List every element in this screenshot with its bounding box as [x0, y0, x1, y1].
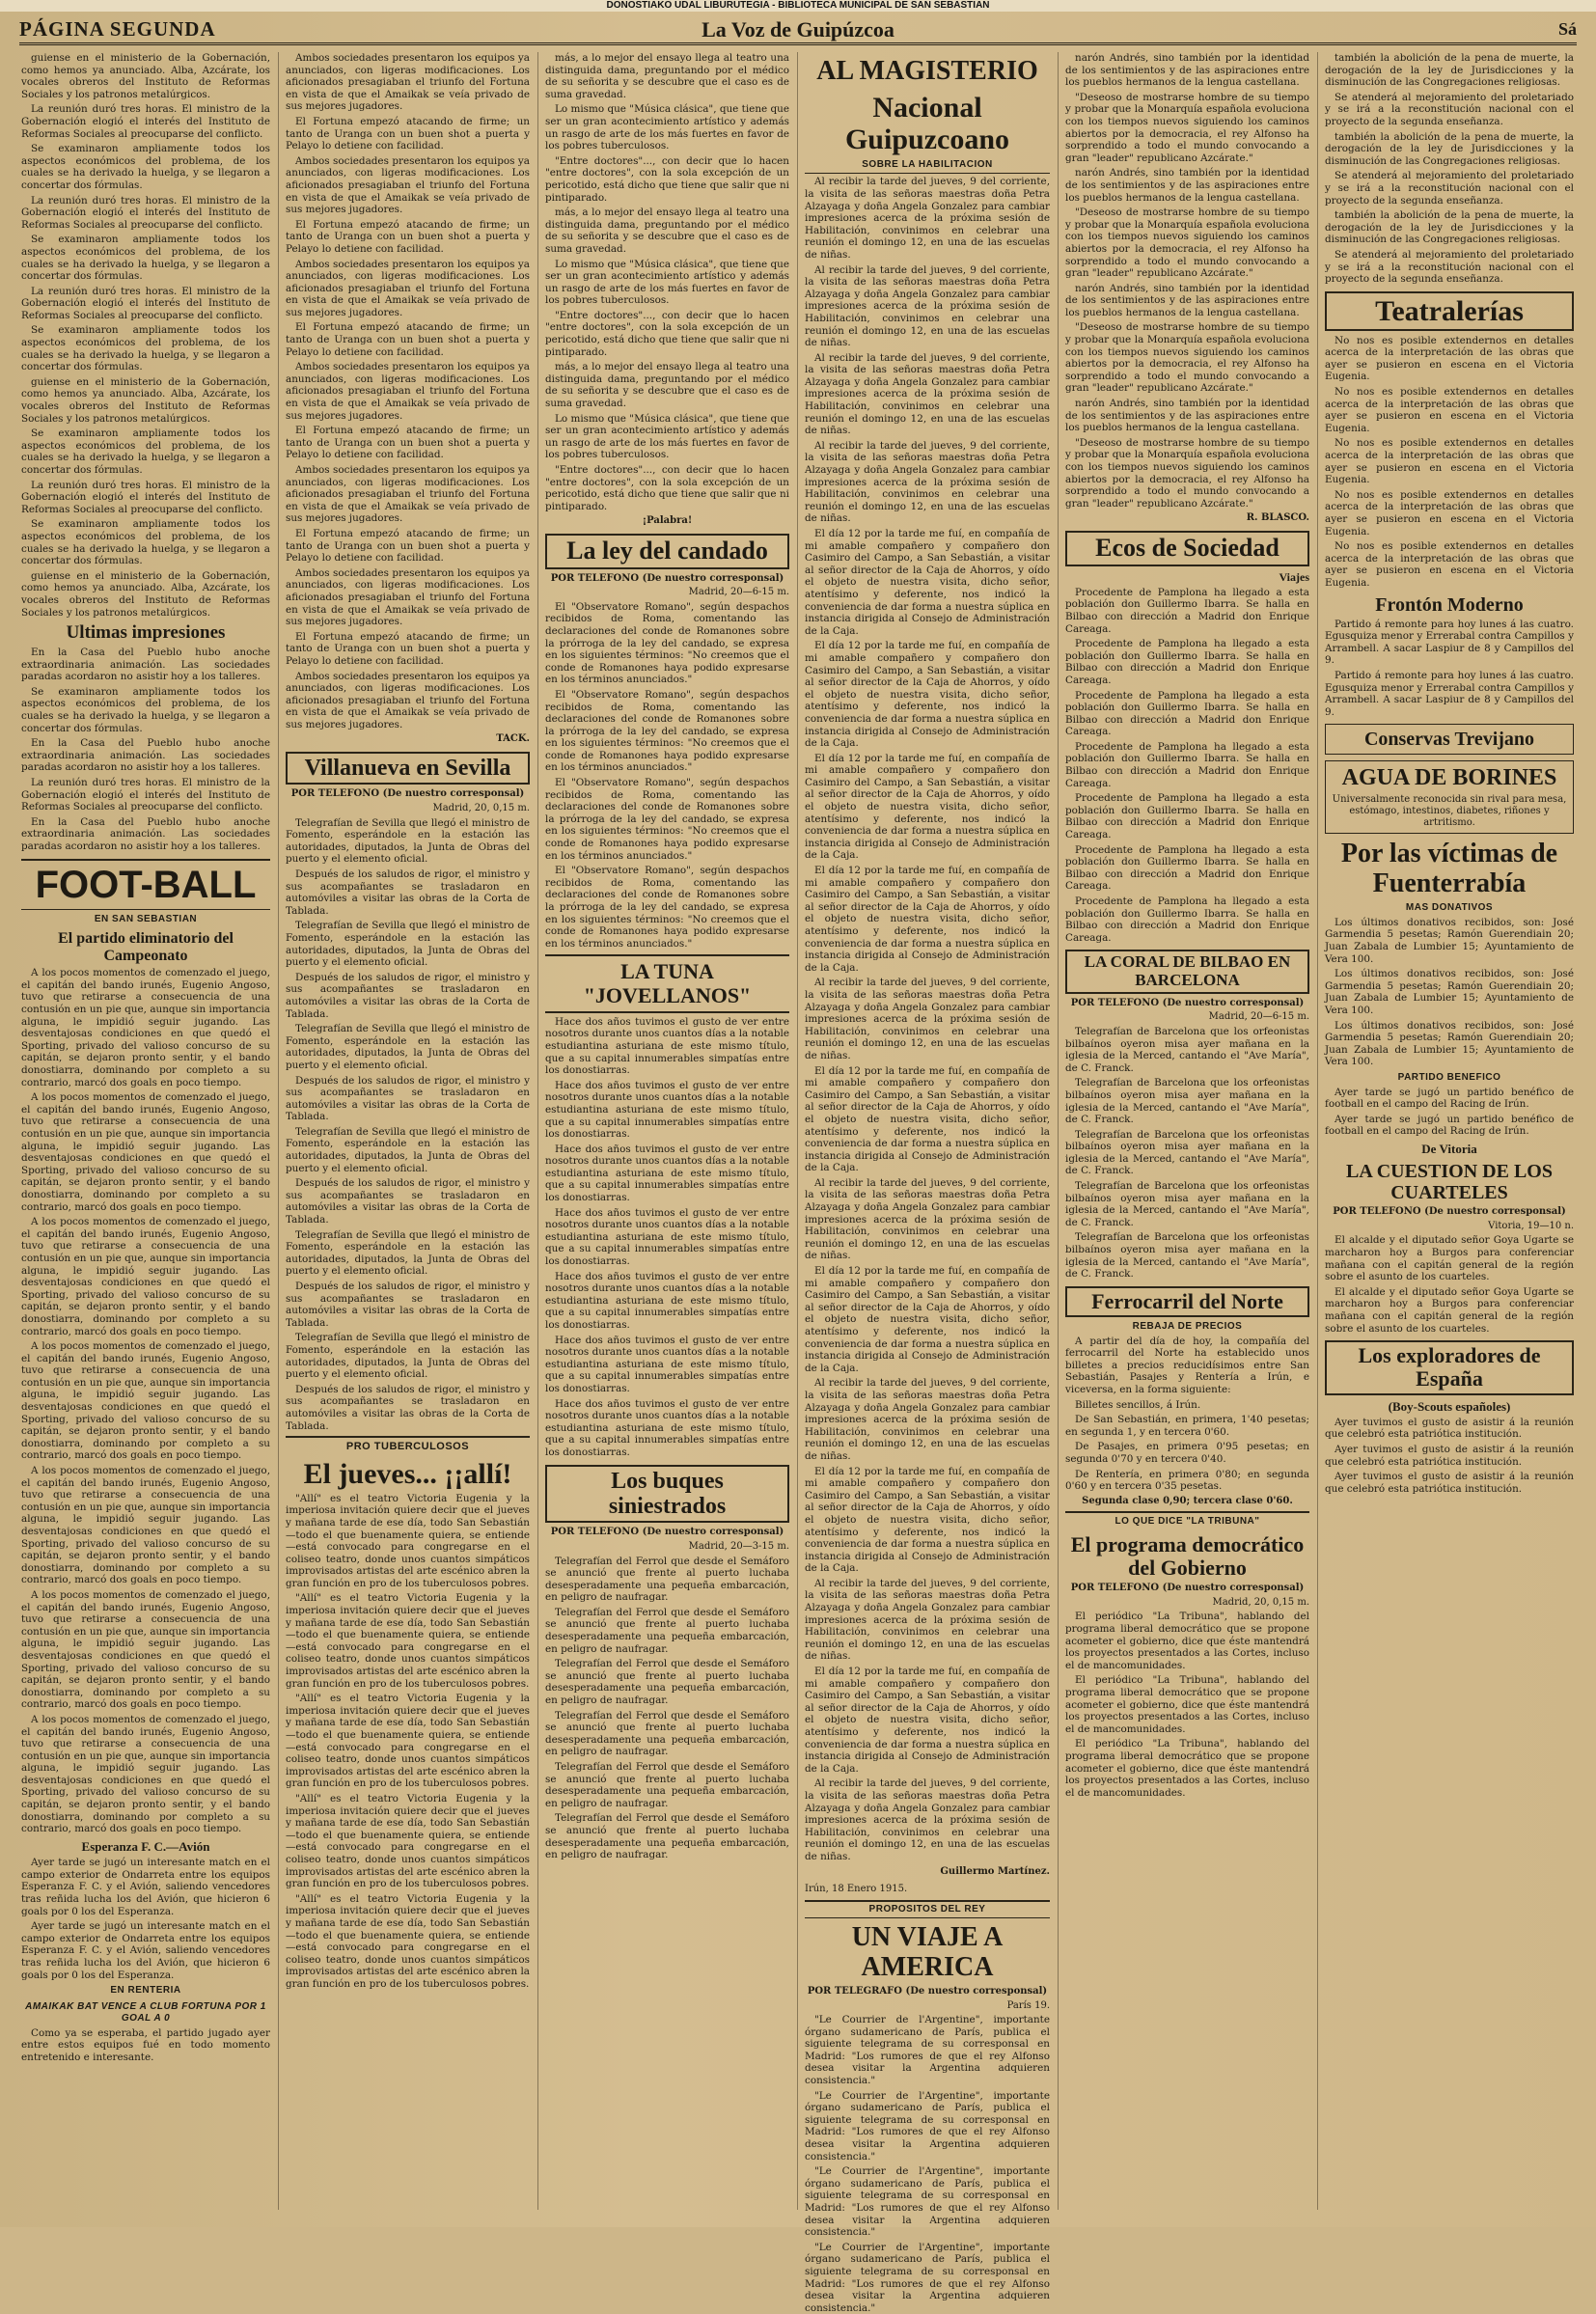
paragraph: Procedente de Pamplona ha llegado a esta población don Guillermo Ibarra. Se halla en Bilbao con dirección a Madrid don Enrique Careaga. — [1065, 689, 1309, 738]
paragraph: Después de los saludos de rigor, el ministro y sus acompañantes se trasladaron en automóviles a visitar las obras de la Corta de Tablada. — [286, 1177, 530, 1226]
paragraph: El día 12 por la tarde me fuí, en compañía de mi amable compañero y compañero don Casimiro del Campo, a San Sebastián, a visitar al señor director de la Caja de Ahorros, y oído el objeto de nuestra visita, dicho señor, atentísimo y deferente, nos indicó la conveniencia de dar forma a nuestra súplica en instancia dirigida al Consejo de Administración de la Caja. — [805, 752, 1050, 862]
subhead-donativos: MAS DONATIVOS — [1405, 902, 1494, 914]
paragraph: No nos es posible extendernos en detalles acerca de la interpretación de las obras que ayer se pusieron en escena en el Victoria Eugenia. — [1325, 334, 1574, 383]
paragraph: Telegrafían del Ferrol que desde el Semáforo se anunció que frente al puerto luchaba desesperadamente una pequeña embarcación, en peligro de naufragar. — [545, 1555, 789, 1604]
paragraph: A los pocos momentos de comenzado el juego, el capitán del bando irunés, Eugenio Angoso, tuvo que retirarse a consecuencia de una contusión en un pie que, aunque sin importancia alguna, le impidió seguir jugando. Las desventajosas condiciones en que quedó el Sporting, privado del valioso concurso de su capitán, se dejaron pronto sentir, y el bando donostiarra, dominando por completo a su contrario, marcó dos goals en poco tiempo. — [21, 1091, 270, 1213]
paragraph: "Entre doctores"..., con decir que lo hacen "entre doctores", con la sola excepción de un pericotido, está dicho que tiene que salir que ni pintiparado. — [545, 154, 789, 204]
paragraph: El alcalde y el diputado señor Goya Ugarte se marcharon hoy a Burgos para conferenciar mañana con el capitán general de la región sobre el asunto de los cuarteles. — [1325, 1234, 1574, 1283]
dateline: París 19. — [1006, 1999, 1050, 2011]
paragraph: El periódico "La Tribuna", hablando del programa liberal democrático que se propone acometer el gobierno, dice que éste mantendrá los proyectos presentados a las Cortes, incluso el de mancomunidades. — [1065, 1674, 1309, 1735]
subhead-renteria: EN RENTERIA — [110, 1985, 181, 1997]
paragraph: Hace dos años tuvimos el gusto de ver entre nosotros durante unos cuantos días a la notable estudiantina asturiana de este mismo título, que a su capital innumerables simpatías entre los donostiarras. — [545, 1079, 789, 1141]
paragraph: A los pocos momentos de comenzado el juego, el capitán del bando irunés, Eugenio Angoso, tuvo que retirarse a consecuencia de una contusión en un pie que, aunque sin importancia alguna, le impidió seguir jugando. Las desventajosas condiciones en que quedó el Sporting, privado del valioso concurso de su capitán, se dejaron pronto sentir, y el bando donostiarra, dominando por completo a su contrario, marcó dos goals en poco tiempo. — [21, 1713, 270, 1835]
paragraph: "Allí" es el teatro Victoria Eugenia y la imperiosa invitación quiere decir que el jueves y mañana tarde de ese día, todo San Sebastián—todo el que buenamente quiera, se entiende—está convocado para congregarse en el coliseo teatro, donde unos cuantos simpáticos improvisados artistas del arte escénico abren la gran función en pro de los tuberculosos pobres. — [286, 1492, 530, 1589]
headline-viaje: UN VIAJE A AMERICA — [851, 1922, 1004, 1983]
paragraph: El Fortuna empezó atacando de firme; un tanto de Uranga con un buen shot a puerta y Pelayo lo detiene con facilidad. — [286, 425, 530, 461]
paragraph: narón Andrés, sino también por la identidad de los sentimientos y de las aspiraciones entre los pueblos hermanos de la lengua castellana. — [1065, 167, 1309, 204]
paragraph: Ayer tarde se jugó un partido benéfico de football en el campo del Racing de Irún. — [1325, 1113, 1574, 1138]
paragraph: Telegrafían del Ferrol que desde el Semáforo se anunció que frente al puerto luchaba desesperadamente una pequeña embarcación, en peligro de naufragar. — [545, 1606, 789, 1655]
subhead-propositos: PROPOSITOS DEL REY — [805, 1900, 1050, 1919]
paragraph: Ambos sociedades presentaron los equipos ya anunciados, con ligeras modificaciones. Los aficionados presagiaban el triunfo del Fortuna en vista de que el Amaikak se veía privado de sus mejores jugadores. — [286, 670, 530, 730]
paragraph: El Fortuna empezó atacando de firme; un tanto de Uranga con un buen shot a puerta y Pelayo lo detiene con facilidad. — [286, 630, 530, 667]
paragraph: Se examinaron ampliamente todos los aspectos económicos del problema, de los cuales se ha derivado la huelga, y se llegaron a concertar dos fórmulas. — [21, 518, 270, 567]
subhead-amaikak: AMAIKAK BAT VENCE A CLUB FORTUNA POR 1 GOAL A 0 — [25, 2000, 266, 2025]
paragraph: Hace dos años tuvimos el gusto de ver entre nosotros durante unos cuantos días a la notable estudiantina asturiana de este mismo título, que a su capital innumerables simpatías entre los donostiarras. — [545, 1206, 789, 1268]
paragraph: A los pocos momentos de comenzado el juego, el capitán del bando irunés, Eugenio Angoso, tuvo que retirarse a consecuencia de una contusión en un pie que, aunque sin importancia alguna, le impidió seguir jugando. Las desventajosas condiciones en que quedó el Sporting, privado del valioso concurso de su capitán, se dejaron pronto sentir, y el bando donostiarra, dominando por completo a su contrario, marcó dos goals en poco tiempo. — [21, 1216, 270, 1337]
paragraph: No nos es posible extendernos en detalles acerca de la interpretación de las obras que ayer se pusieron en escena en el Victoria Eugenia. — [1325, 540, 1574, 589]
paragraph: Se examinaron ampliamente todos los aspectos económicos del problema, de los cuales se ha derivado la huelga, y se llegaron a concertar dos fórmulas. — [21, 143, 270, 191]
byline: POR TELEFONO (De nuestro corresponsal) — [290, 788, 525, 800]
headline-cuarteles: LA CUESTION DE LOS CUARTELES — [1346, 1161, 1553, 1204]
byline: POR TELEFONO (De nuestro corresponsal) — [550, 1527, 784, 1538]
paragraph: Ayer tuvimos el gusto de asistir á la reunión que celebró esta patriótica institución. — [1325, 1471, 1574, 1495]
paragraph: Ayer tarde se jugó un partido benéfico de football en el campo del Racing de Irún. — [1325, 1086, 1574, 1111]
headline-fronton: Frontón Moderno — [1375, 593, 1524, 616]
paragraph: más, a lo mejor del ensayo llega al teatro una distinguida dama, preguntando por el médico de su señorita y se descubre que el caso es de suma gravedad. — [545, 52, 789, 100]
paragraph: Procedente de Pamplona ha llegado a esta población don Guillermo Ibarra. Se halla en Bilbao con dirección a Madrid don Enrique Careaga. — [1065, 740, 1309, 789]
paragraph: Telegrafían de Barcelona que los orfeonistas bilbaínos oyeron misa ayer mañana en la iglesia de la Merced, cantando el "Ave María", de C. Franck. — [1065, 1077, 1309, 1126]
paragraph: El día 12 por la tarde me fuí, en compañía de mi amable compañero y compañero don Casimiro del Campo, a San Sebastián, a visitar al señor director de la Caja de Ahorros, y oído el objeto de nuestra visita, dicho señor, atentísimo y deferente, nos indicó la conveniencia de dar forma a nuestra súplica en instancia dirigida al Consejo de Administración de la Caja. — [805, 1265, 1050, 1374]
paragraph: Telegrafían de Sevilla que llegó el ministro de Fomento, esperándole en la estación las autoridades, diputados, la Junta de Obras del puerto y el elemento oficial. — [286, 1125, 530, 1174]
headline-ultimas: Ultimas impresiones — [66, 622, 226, 644]
ad-borines-text: Universalmente reconocida sin rival para mesa, estómago, intestinos, diabetes, riñones y artritismo. — [1332, 793, 1567, 828]
paragraph: Al recibir la tarde del jueves, 9 del corriente, la visita de las señoras maestras doña Petra Alzayaga y doña Angela Gonzalez para cambiar impresiones acerca de la próxima sesión de Habilitación, convinimos en celebrar una reunión el domingo 12, en una de las escuelas de niñas. — [805, 1777, 1050, 1862]
paragraph: narón Andrés, sino también por la identidad de los sentimientos y de las aspiraciones entre los pueblos hermanos de la lengua castellana. — [1065, 282, 1309, 318]
paragraph: Se atenderá al mejoramiento del proletariado y se irá a la reconstitución nacional con el proyecto de la segunda enseñanza. — [1325, 248, 1574, 286]
subhead-vitoria: De Vitoria — [1421, 1141, 1477, 1156]
paragraph: Se atenderá al mejoramiento del proletariado y se irá a la reconstitución nacional con el proyecto de la segunda enseñanza. — [1325, 91, 1574, 127]
column-4 — [805, 52, 1050, 2314]
advertisement-borines — [1325, 760, 1574, 833]
paragraph: Telegrafían de Barcelona que los orfeonistas bilbaínos oyeron misa ayer mañana en la iglesia de la Merced, cantando el "Ave María", de C. Franck. — [1065, 1231, 1309, 1281]
paragraph: Se atenderá al mejoramiento del proletariado y se irá a la reconstitución nacional con el proyecto de la segunda enseñanza. — [1325, 170, 1574, 207]
column-5 — [1065, 52, 1309, 2214]
paragraph: La reunión duró tres horas. El ministro de la Gobernación elogió el interés del Instituto de Reformas Sociales al preocuparse del conflicto. — [21, 285, 270, 321]
column-rule — [797, 52, 798, 2210]
paragraph: Se examinaron ampliamente todos los aspectos económicos del problema, de los cuales se ha derivado la huelga, y se llegaron a concertar dos fórmulas. — [21, 234, 270, 283]
headline-ecos: Ecos de Sociedad — [1065, 531, 1309, 566]
paragraph: "Allí" es el teatro Victoria Eugenia y la imperiosa invitación quiere decir que el jueves y mañana tarde de ese día, todo San Sebastián—todo el que buenamente quiera, se entiende—está convocado para congregarse en el coliseo teatro, donde unos cuantos simpáticos improvisados artistas del arte escénico abren la gran función en pro de los tuberculosos pobres. — [286, 1592, 530, 1690]
paragraph: El "Observatore Romano", según despachos recibidos de Roma, comentando las declaraciones del conde de Romanones sobre la prórroga de la ley del candado, se expresa en los siguientes términos: "No creemos que el conde de Romanones haya podido expresarse en los términos anunciados." — [545, 688, 789, 774]
paragraph: A los pocos momentos de comenzado el juego, el capitán del bando irunés, Eugenio Angoso, tuvo que retirarse a consecuencia de una contusión en un pie que, aunque sin importancia alguna, le impidió seguir jugando. Las desventajosas condiciones en que quedó el Sporting, privado del valioso concurso de su capitán, se dejaron pronto sentir, y el bando donostiarra, dominando por completo a su contrario, marcó dos goals en poco tiempo. — [21, 967, 270, 1088]
paragraph: Se examinaron ampliamente todos los aspectos económicos del problema, de los cuales se ha derivado la huelga, y se llegaron a concertar dos fórmulas. — [21, 685, 270, 734]
paragraph: Después de los saludos de rigor, el ministro y sus acompañantes se trasladaron en automóviles a visitar las obras de la Corta de Tablada. — [286, 1074, 530, 1123]
header-date: Sá — [1557, 19, 1577, 39]
column-3 — [545, 52, 789, 2214]
paragraph: Lo mismo que "Música clásica", que tiene que ser un gran acontecimiento artístico y además un rasgo de arte de los más fuertes en favor de los pobres tuberculosos. — [545, 103, 789, 152]
paragraph: "Allí" es el teatro Victoria Eugenia y la imperiosa invitación quiere decir que el jueves y mañana tarde de ese día, todo San Sebastián—todo el que buenamente quiera, se entiende—está convocado para congregarse en el coliseo teatro, donde unos cuantos simpáticos improvisados artistas del arte escénico abren la gran función en pro de los tuberculosos pobres. — [286, 1693, 530, 1790]
paragraph: "Deseoso de mostrarse hombre de su tiempo y probar que la Monarquía española evoluciona con los tiempos nuevos siguiendo los caminos abiertos por la democracia, el rey Alfonso ha sorprendido a todo el mundo convocando a gran "leader" republicano Azcárate." — [1065, 436, 1309, 510]
paragraph: Hace dos años tuvimos el gusto de ver entre nosotros durante unos cuantos días a la notable estudiantina asturiana de este mismo título, que a su capital innumerables simpatías entre los donostiarras. — [545, 1015, 789, 1077]
dateline: Madrid, 20—6-15 m. — [688, 587, 789, 598]
headline-jueves: El jueves... ¡¡allí! — [303, 1457, 512, 1490]
paragraph: El periódico "La Tribuna", hablando del programa liberal democrático que se propone acometer el gobierno, dice que éste mantendrá los proyectos presentados a las Cortes, incluso el de mancomunidades. — [1065, 1738, 1309, 1799]
paragraph: El alcalde y el diputado señor Goya Ugarte se marcharon hoy a Burgos para conferenciar mañana con el capitán general de la región sobre el asunto de los cuarteles. — [1325, 1285, 1574, 1335]
paragraph: En la Casa del Pueblo hubo anoche extraordinaria animación. Las sociedades paradas acordaron no asistir hoy a los talleres. — [21, 647, 270, 683]
headline-magisterio: AL MAGISTERIO — [816, 56, 1038, 86]
paragraph: A los pocos momentos de comenzado el juego, el capitán del bando irunés, Eugenio Angoso, tuvo que retirarse a consecuencia de una contusión en un pie que, aunque sin importancia alguna, le impidió seguir jugando. Las desventajosas condiciones en que quedó el Sporting, privado del valioso concurso de su capitán, se dejaron pronto sentir, y el bando donostiarra, dominando por completo a su contrario, marcó dos goals en poco tiempo. — [21, 1465, 270, 1586]
fare-tagline: Segunda clase 0,90; tercera clase 0'60. — [1082, 1495, 1293, 1506]
paragraph: Los últimos donativos recibidos, son: José Garmendia 5 pesetas; Ramón Guerendiain 20; Juan Zabala de Lumbier 15; Ayuntamiento de Vera 100. — [1325, 916, 1574, 965]
subhead-viajes: Viajes — [1279, 569, 1309, 584]
page-header — [19, 14, 1577, 45]
paragraph: también la abolición de la pena de muerte, la derogación de la ley de Jurisdicciones y la disminución de las Congregaciones religiosas. — [1325, 130, 1574, 167]
paragraph: más, a lo mejor del ensayo llega al teatro una distinguida dama, preguntando por el médico de su señorita y se descubre que el caso es de suma gravedad. — [545, 207, 789, 255]
column-6 — [1325, 52, 1574, 2214]
paragraph: narón Andrés, sino también por la identidad de los sentimientos y de las aspiraciones entre los pueblos hermanos de la lengua castellana. — [1065, 398, 1309, 434]
fare-line: Billetes sencillos, á Irún. — [1075, 1398, 1201, 1411]
subhead-sansebastian: EN SAN SEBASTIAN — [94, 913, 198, 924]
headline-villanueva: Villanueva en Sevilla — [286, 752, 530, 785]
paragraph: Procedente de Pamplona ha llegado a esta población don Guillermo Ibarra. Se halla en Bilbao con dirección a Madrid don Enrique Careaga. — [1065, 792, 1309, 841]
paragraph: "Le Courrier de l'Argentine", importante órgano sudamericano de París, publica el siguiente telegrama de su corresponsal en Madrid: "Los rumores de que el rey Alfonso desea visitar la Argentina adquieren consistencia." — [805, 2014, 1050, 2087]
paragraph: Al recibir la tarde del jueves, 9 del corriente, la visita de las señoras maestras doña Petra Alzayaga y doña Angela Gonzalez para cambiar impresiones acerca de la próxima sesión de Habilitación, convinimos en celebrar una reunión el domingo 12, en una de las escuelas de niñas. — [805, 1377, 1050, 1462]
paragraph: "Le Courrier de l'Argentine", importante órgano sudamericano de París, publica el siguiente telegrama de su corresponsal en Madrid: "Los rumores de que el rey Alfonso desea visitar la Argentina adquieren consistencia." — [805, 2089, 1050, 2162]
paragraph: El Fortuna empezó atacando de firme; un tanto de Uranga con un buen shot a puerta y Pelayo lo detiene con facilidad. — [286, 115, 530, 152]
paragraph: El periódico "La Tribuna", hablando del programa liberal democrático que se propone acometer el gobierno, dice que éste mantendrá los proyectos presentados a las Cortes, incluso el de mancomunidades. — [1065, 1611, 1309, 1671]
paragraph: Los últimos donativos recibidos, son: José Garmendia 5 pesetas; Ramón Guerendiain 20; Juan Zabala de Lumbier 15; Ayuntamiento de Vera 100. — [1325, 968, 1574, 1017]
paragraph: Hace dos años tuvimos el gusto de ver entre nosotros durante unos cuantos días a la notable estudiantina asturiana de este mismo título, que a su capital innumerables simpatías entre los donostiarras. — [545, 1143, 789, 1204]
fare-line: De Rentería, en primera 0'80; en segunda 0'60 y en tercera 0'35 pesetas. — [1065, 1468, 1309, 1493]
dateline: Madrid, 20—3-15 m. — [688, 1540, 789, 1552]
paragraph: El Fortuna empezó atacando de firme; un tanto de Uranga con un buen shot a puerta y Pelayo lo detiene con facilidad. — [286, 321, 530, 358]
paragraph: Después de los saludos de rigor, el ministro y sus acompañantes se trasladaron en automóviles a visitar las obras de la Corta de Tablada. — [286, 1383, 530, 1432]
paragraph: Telegrafían de Barcelona que los orfeonistas bilbaínos oyeron misa ayer mañana en la iglesia de la Merced, cantando el "Ave María", de C. Franck. — [1065, 1128, 1309, 1177]
subhead-tribuna: LO QUE DICE "LA TRIBUNA" — [1065, 1511, 1309, 1529]
column-1 — [21, 52, 270, 2214]
paragraph: El día 12 por la tarde me fuí, en compañía de mi amable compañero y compañero don Casimiro del Campo, a San Sebastián, a visitar al señor director de la Caja de Ahorros, y oído el objeto de nuestra visita, dicho señor, atentísimo y deferente, nos indicó la conveniencia de dar forma a nuestra súplica en instancia dirigida al Consejo de Administración de la Caja. — [805, 1465, 1050, 1575]
paragraph: Al recibir la tarde del jueves, 9 del corriente, la visita de las señoras maestras doña Petra Alzayaga y doña Angela Gonzalez para cambiar impresiones acerca de la próxima sesión de Habilitación, convinimos en celebrar una reunión el domingo 12, en una de las escuelas de niñas. — [805, 176, 1050, 261]
paragraph: Partido á remonte para hoy lunes á las cuatro. Egusquiza menor y Errerabal contra Campillos y Arrambell. A sacar Laspiur de 8 y Campillos del 9. — [1325, 669, 1574, 718]
paragraph: La reunión duró tres horas. El ministro de la Gobernación elogió el interés del Instituto de Reformas Sociales al preocuparse del conflicto. — [21, 194, 270, 231]
paragraph: A los pocos momentos de comenzado el juego, el capitán del bando irunés, Eugenio Angoso, tuvo que retirarse a consecuencia de una contusión en un pie que, aunque sin importancia alguna, le impidió seguir jugando. Las desventajosas condiciones en que quedó el Sporting, privado del valioso concurso de su capitán, se dejaron pronto sentir, y el bando donostiarra, dominando por completo a su contrario, marcó dos goals en poco tiempo. — [21, 1340, 270, 1462]
paragraph: En la Casa del Pueblo hubo anoche extraordinaria animación. Las sociedades paradas acordaron no asistir hoy a los talleres. — [21, 815, 270, 852]
paragraph: No nos es posible extendernos en detalles acerca de la interpretación de las obras que ayer se pusieron en escena en el Victoria Eugenia. — [1325, 386, 1574, 434]
signature: R. BLASCO. — [1246, 512, 1309, 524]
paragraph: Lo mismo que "Música clásica", que tiene que ser un gran acontecimiento artístico y además un rasgo de arte de los más fuertes en favor de los pobres tuberculosos. — [545, 258, 789, 307]
ad-borines-title: AGUA DE BORINES — [1341, 765, 1557, 791]
signature: TACK. — [496, 733, 530, 745]
paragraph: Telegrafían de Sevilla que llegó el ministro de Fomento, esperándole en la estación las autoridades, diputados, la Junta de Obras del puerto y el elemento oficial. — [286, 1023, 530, 1071]
dateline: Irún, 18 Enero 1915. — [805, 1884, 908, 1895]
headline-programa: El programa democrático del Gobierno — [1070, 1531, 1305, 1581]
paragraph: más, a lo mejor del ensayo llega al teatro una distinguida dama, preguntando por el médico de su señorita y se descubre que el caso es de suma gravedad. — [545, 361, 789, 410]
paragraph: La reunión duró tres horas. El ministro de la Gobernación elogió el interés del Instituto de Reformas Sociales al preocuparse del conflicto. — [21, 103, 270, 140]
paragraph: A partir del día de hoy, la compañía del ferrocarril del Norte ha establecido unos billetes a precios reducidísimos entre San Sebastián, Pasajes y Rentería a Irún, e viceversa, en la forma siguiente: — [1065, 1335, 1309, 1395]
paragraph: Telegrafían del Ferrol que desde el Semáforo se anunció que frente al puerto luchaba desesperadamente una pequeña embarcación, en peligro de naufragar. — [545, 1658, 789, 1707]
paragraph: A los pocos momentos de comenzado el juego, el capitán del bando irunés, Eugenio Angoso, tuvo que retirarse a consecuencia de una contusión en un pie que, aunque sin importancia alguna, le impidió seguir jugando. Las desventajosas condiciones en que quedó el Sporting, privado del valioso concurso de su capitán, se dejaron pronto sentir, y el bando donostiarra, dominando por completo a su contrario, marcó dos goals en poco tiempo. — [21, 1588, 270, 1711]
paragraph: Ambos sociedades presentaron los equipos ya anunciados, con ligeras modificaciones. Los aficionados presagiaban el triunfo del Fortuna en vista de que el Amaikak se veía privado de sus mejores jugadores. — [286, 464, 530, 525]
paragraph: "Entre doctores"..., con decir que lo hacen "entre doctores", con la sola excepción de un pericotido, está dicho que tiene que salir que ni pintiparado. — [545, 309, 789, 358]
paragraph: La reunión duró tres horas. El ministro de la Gobernación elogió el interés del Instituto de Reformas Sociales al preocuparse del conflicto. — [21, 776, 270, 813]
paragraph: guiense en el ministerio de la Gobernación, como hemos ya anunciado. Alba, Azcárate, los vocales obreros del Instituto de Reformas Sociales y los patronos metalúrgicos. — [21, 52, 270, 100]
paragraph: Partido á remonte para hoy lunes á las cuatro. Egusquiza menor y Errerabal contra Campillos y Arrambell. A sacar Laspiur de 8 y Campillos del 9. — [1325, 618, 1574, 667]
newspaper-name: La Voz de Guipúzcoa — [702, 17, 894, 41]
paragraph: "Le Courrier de l'Argentine", importante órgano sudamericano de París, publica el siguiente telegrama de su corresponsal en Madrid: "Los rumores de que el rey Alfonso desea visitar la Argentina adquieren consistencia." — [805, 2165, 1050, 2239]
paragraph: El día 12 por la tarde me fuí, en compañía de mi amable compañero y compañero don Casimiro del Campo, a San Sebastián, a visitar al señor director de la Caja de Ahorros, y oído el objeto de nuestra visita, dicho señor, atentísimo y deferente, nos indicó la conveniencia de dar forma a nuestra súplica en instancia dirigida al Consejo de Administración de la Caja. — [805, 528, 1050, 637]
paragraph: En la Casa del Pueblo hubo anoche extraordinaria animación. Las sociedades paradas acordaron no asistir hoy a los talleres. — [21, 737, 270, 774]
paragraph: Ayer tarde se jugó un interesante match en el campo exterior de Ondarreta entre los equipos Esperanza F. C. y el Avión, saliendo vencedores tras reñida lucha los del Avión, que hicieron 6 goals por 0 los del Esperanza. — [21, 1920, 270, 1981]
headline-football: FOOT-BALL — [21, 859, 270, 910]
subhead-benefico: PARTIDO BENEFICO — [1397, 1072, 1501, 1084]
paragraph: "Allí" es el teatro Victoria Eugenia y la imperiosa invitación quiere decir que el jueves y mañana tarde de ese día, todo San Sebastián—todo el que buenamente quiera, se entiende—está convocado para congregarse en el coliseo teatro, donde unos cuantos simpáticos improvisados artistas del arte escénico abren la gran función en pro de los tuberculosos pobres. — [286, 1792, 530, 1890]
column-rule — [1317, 52, 1318, 2210]
paragraph: Telegrafían de Barcelona que los orfeonistas bilbaínos oyeron misa ayer mañana en la iglesia de la Merced, cantando el "Ave María", de C. Franck. — [1065, 1025, 1309, 1074]
paragraph: No nos es posible extendernos en detalles acerca de la interpretación de las obras que ayer se pusieron en escena en el Victoria Eugenia. — [1325, 488, 1574, 537]
paragraph: "Deseoso de mostrarse hombre de su tiempo y probar que la Monarquía española evoluciona con los tiempos nuevos siguiendo los caminos abiertos por la democracia, el rey Alfonso ha sorprendido a todo el mundo convocando a gran "leader" republicano Azcárate." — [1065, 91, 1309, 164]
page-label: PÁGINA SEGUNDA — [19, 17, 216, 41]
headline-ferrocarril: Ferrocarril del Norte — [1065, 1286, 1309, 1317]
column-rule — [278, 52, 279, 2210]
paragraph: Los últimos donativos recibidos, son: José Garmendia 5 pesetas; Ramón Guerendiain 20; Juan Zabala de Lumbier 15; Ayuntamiento de Vera 100. — [1325, 1019, 1574, 1068]
paragraph: Procedente de Pamplona ha llegado a esta población don Guillermo Ibarra. Se halla en Bilbao con dirección a Madrid don Enrique Careaga. — [1065, 843, 1309, 893]
library-watermark: DONOSTIAKO UDAL LIBURUTEGIA - BIBLIOTECA MUNICIPAL DE SAN SEBASTIAN — [0, 0, 1596, 12]
paragraph: Hace dos años tuvimos el gusto de ver entre nosotros durante unos cuantos días a la notable estudiantina asturiana de este mismo título, que a su capital innumerables simpatías entre los donostiarras. — [545, 1334, 789, 1394]
byline: POR TELEFONO (De nuestro corresponsal) — [1333, 1206, 1566, 1218]
paragraph: Telegrafían de Barcelona que los orfeonistas bilbaínos oyeron misa ayer mañana en la iglesia de la Merced, cantando el "Ave María", de C. Franck. — [1065, 1180, 1309, 1228]
headline-teatralerias: Teatralerías — [1325, 291, 1574, 331]
headline-exploradores: Los exploradores de España — [1325, 1340, 1574, 1394]
paragraph: guiense en el ministerio de la Gobernación, como hemos ya anunciado. Alba, Azcárate, los vocales obreros del Instituto de Reformas Sociales y los patronos metalúrgicos. — [21, 375, 270, 425]
ad-conservas-title: Conservas Trevijano — [1363, 729, 1535, 751]
paragraph: El día 12 por la tarde me fuí, en compañía de mi amable compañero y compañero don Casimiro del Campo, a San Sebastián, a visitar al señor director de la Caja de Ahorros, y oído el objeto de nuestra visita, dicho señor, atentísimo y deferente, nos indicó la conveniencia de dar forma a nuestra súplica en instancia dirigida al Consejo de Administración de la Caja. — [805, 1666, 1050, 1775]
headline-partido: El partido eliminatorio del Campeonato — [58, 930, 234, 964]
paragraph: Al recibir la tarde del jueves, 9 del corriente, la visita de las señoras maestras doña Petra Alzayaga y doña Angela Gonzalez para cambiar impresiones acerca de la próxima sesión de Habilitación, convinimos en celebrar una reunión el domingo 12, en una de las escuelas de niñas. — [805, 1577, 1050, 1663]
paragraph: también la abolición de la pena de muerte, la derogación de la ley de Jurisdicciones y la disminución de las Congregaciones religiosas. — [1325, 209, 1574, 246]
paragraph: La reunión duró tres horas. El ministro de la Gobernación elogió el interés del Instituto de Reformas Sociales al preocuparse del conflicto. — [21, 479, 270, 515]
signature: ¡Palabra! — [642, 515, 693, 527]
paragraph: narón Andrés, sino también por la identidad de los sentimientos y de las aspiraciones entre los pueblos hermanos de la lengua castellana. — [1065, 52, 1309, 89]
headline-buques: Los buques siniestrados — [545, 1465, 789, 1524]
advertisement-conservas — [1325, 724, 1574, 755]
paragraph: Ayer tarde se jugó un interesante match en el campo exterior de Ondarreta entre los equipos Esperanza F. C. y el Avión, saliendo vencedores tras reñida lucha los del Avión, que hicieron 6 goals por 0 los del Esperanza. — [21, 1857, 270, 1917]
paragraph: Telegrafían de Sevilla que llegó el ministro de Fomento, esperándole en la estación las autoridades, diputados, la Junta de Obras del puerto y el elemento oficial. — [286, 920, 530, 969]
headline-ley-candado: La ley del candado — [545, 534, 789, 569]
paragraph: "Entre doctores"..., con decir que lo hacen "entre doctores", con la sola excepción de un pericotido, está dicho que tiene que salir que ni pintiparado. — [545, 464, 789, 512]
paragraph: Ayer tuvimos el gusto de asistir á la reunión que celebró esta patriótica institución. — [1325, 1444, 1574, 1468]
paragraph: Procedente de Pamplona ha llegado a esta población don Guillermo Ibarra. Se halla en Bilbao con dirección a Madrid don Enrique Careaga. — [1065, 586, 1309, 635]
byline: POR TELEFONO (De nuestro corresponsal) — [1070, 997, 1305, 1008]
subhead-boyscouts: (Boy-Scouts españoles) — [1388, 1398, 1511, 1414]
headline-coral: LA CORAL DE BILBAO EN BARCELONA — [1065, 950, 1309, 993]
byline: POR TELEFONO (De nuestro corresponsal) — [1070, 1583, 1305, 1594]
paragraph: Procedente de Pamplona ha llegado a esta población don Guillermo Ibarra. Se halla en Bilbao con dirección a Madrid don Enrique Careaga. — [1065, 895, 1309, 944]
paragraph: Al recibir la tarde del jueves, 9 del corriente, la visita de las señoras maestras doña Petra Alzayaga y doña Angela Gonzalez para cambiar impresiones acerca de la próxima sesión de Habilitación, convinimos en celebrar una reunión el domingo 12, en una de las escuelas de niñas. — [805, 977, 1050, 1061]
paragraph: también la abolición de la pena de muerte, la derogación de la ley de Jurisdicciones y la disminución de las Congregaciones religiosas. — [1325, 52, 1574, 89]
paragraph: El Fortuna empezó atacando de firme; un tanto de Uranga con un buen shot a puerta y Pelayo lo detiene con facilidad. — [286, 527, 530, 565]
dateline: Madrid, 20—6-15 m. — [1208, 1011, 1309, 1023]
signature: Guillermo Martínez. — [940, 1865, 1050, 1877]
byline: POR TELEFONO (De nuestro corresponsal) — [550, 572, 784, 584]
paragraph: El día 12 por la tarde me fuí, en compañía de mi amable compañero y compañero don Casimiro del Campo, a San Sebastián, a visitar al señor director de la Caja de Ahorros, y oído el objeto de nuestra visita, dicho señor, atentísimo y deferente, nos indicó la conveniencia de dar forma a nuestra súplica en instancia dirigida al Consejo de Administración de la Caja. — [805, 865, 1050, 974]
paragraph: El día 12 por la tarde me fuí, en compañía de mi amable compañero y compañero don Casimiro del Campo, a San Sebastián, a visitar al señor director de la Caja de Ahorros, y oído el objeto de nuestra visita, dicho señor, atentísimo y deferente, nos indicó la conveniencia de dar forma a nuestra súplica en instancia dirigida al Consejo de Administración de la Caja. — [805, 1064, 1050, 1174]
paragraph: El "Observatore Romano", según despachos recibidos de Roma, comentando las declaraciones del conde de Romanones sobre la prórroga de la ley del candado, se expresa en los siguientes términos: "No creemos que el conde de Romanones haya podido expresarse en los términos anunciados." — [545, 600, 789, 686]
headline-nacional: Nacional Guipuzcoano — [844, 91, 1010, 155]
headline-tuna: LA TUNA "JOVELLANOS" — [545, 954, 789, 1012]
paragraph: No nos es posible extendernos en detalles acerca de la interpretación de las obras que ayer se pusieron en escena en el Victoria Eugenia. — [1325, 437, 1574, 486]
paragraph: Telegrafían del Ferrol que desde el Semáforo se anunció que frente al puerto luchaba desesperadamente una pequeña embarcación, en peligro de naufragar. — [545, 1761, 789, 1809]
paragraph: Telegrafían de Sevilla que llegó el ministro de Fomento, esperándole en la estación las autoridades, diputados, la Junta de Obras del puerto y el elemento oficial. — [286, 1228, 530, 1278]
paragraph: Ambos sociedades presentaron los equipos ya anunciados, con ligeras modificaciones. Los aficionados presagiaban el triunfo del Fortuna en vista de que el Amaikak se veía privado de sus mejores jugadores. — [286, 566, 530, 628]
paragraph: guiense en el ministerio de la Gobernación, como hemos ya anunciado. Alba, Azcárate, los vocales obreros del Instituto de Reformas Sociales y los patronos metalúrgicos. — [21, 569, 270, 619]
paragraph: "Allí" es el teatro Victoria Eugenia y la imperiosa invitación quiere decir que el jueves y mañana tarde de ese día, todo San Sebastián—todo el que buenamente quiera, se entiende—está convocado para congregarse en el coliseo teatro, donde unos cuantos simpáticos improvisados artistas del arte escénico abren la gran función en pro de los tuberculosos pobres. — [286, 1892, 530, 1990]
paragraph: Ambos sociedades presentaron los equipos ya anunciados, con ligeras modificaciones. Los aficionados presagiaban el triunfo del Fortuna en vista de que el Amaikak se veía privado de sus mejores jugadores. — [286, 154, 530, 216]
paragraph: Al recibir la tarde del jueves, 9 del corriente, la visita de las señoras maestras doña Petra Alzayaga y doña Angela Gonzalez para cambiar impresiones acerca de la próxima sesión de Habilitación, convinimos en celebrar una reunión el domingo 12, en una de las escuelas de niñas. — [805, 1176, 1050, 1262]
paragraph: Ambos sociedades presentaron los equipos ya anunciados, con ligeras modificaciones. Los aficionados presagiaban el triunfo del Fortuna en vista de que el Amaikak se veía privado de sus mejores jugadores. — [286, 361, 530, 422]
paragraph: Al recibir la tarde del jueves, 9 del corriente, la visita de las señoras maestras doña Petra Alzayaga y doña Angela Gonzalez para cambiar impresiones acerca de la próxima sesión de Habilitación, convinimos en celebrar una reunión el domingo 12, en una de las escuelas de niñas. — [805, 351, 1050, 437]
paragraph: Ambos sociedades presentaron los equipos ya anunciados, con ligeras modificaciones. Los aficionados presagiaban el triunfo del Fortuna en vista de que el Amaikak se veía privado de sus mejores jugadores. — [286, 52, 530, 113]
subhead-rebaja: REBAJA DE PRECIOS — [1132, 1321, 1243, 1332]
paragraph: Después de los saludos de rigor, el ministro y sus acompañantes se trasladaron en automóviles a visitar las obras de la Corta de Tablada. — [286, 1281, 530, 1329]
paragraph: Se examinaron ampliamente todos los aspectos económicos del problema, de los cuales se ha derivado la huelga, y se llegaron a concertar dos fórmulas. — [21, 427, 270, 476]
paragraph: Se examinaron ampliamente todos los aspectos económicos del problema, de los cuales se ha derivado la huelga, y se llegaron a concertar dos fórmulas. — [21, 324, 270, 373]
subhead-habilitacion: SOBRE LA HABILITACION — [805, 159, 1050, 175]
paragraph: "Deseoso de mostrarse hombre de su tiempo y probar que la Monarquía española evoluciona con los tiempos nuevos siguiendo los caminos abiertos por la democracia, el rey Alfonso ha sorprendido a todo el mundo convocando a gran "leader" republicano Azcárate." — [1065, 321, 1309, 395]
column-rule — [537, 52, 538, 2210]
byline: POR TELEGRAFO (De nuestro corresponsal) — [807, 1985, 1048, 1997]
fare-line: De San Sebastián, en primera, 1'40 pesetas; en segunda 1, y en tercera 0'60. — [1065, 1414, 1309, 1438]
paragraph: El "Observatore Romano", según despachos recibidos de Roma, comentando las declaraciones del conde de Romanones sobre la prórroga de la ley del candado, se expresa en los siguientes términos: "No creemos que el conde de Romanones haya podido expresarse en los términos anunciados." — [545, 777, 789, 862]
paragraph: Como ya se esperaba, el partido jugado ayer entre estos equipos fué en todo momento entretenido e interesante. — [21, 2026, 270, 2064]
paragraph: Al recibir la tarde del jueves, 9 del corriente, la visita de las señoras maestras doña Petra Alzayaga y doña Angela Gonzalez para cambiar impresiones acerca de la próxima sesión de Habilitación, convinimos en celebrar una reunión el domingo 12, en una de las escuelas de niñas. — [805, 263, 1050, 349]
paragraph: Telegrafían del Ferrol que desde el Semáforo se anunció que frente al puerto luchaba desesperadamente una pequeña embarcación, en peligro de naufragar. — [545, 1709, 789, 1758]
paragraph: Telegrafían de Sevilla que llegó el ministro de Fomento, esperándole en la estación las autoridades, diputados, la Junta de Obras del puerto y el elemento oficial. — [286, 816, 530, 866]
column-2 — [286, 52, 530, 2214]
paragraph: Ayer tuvimos el gusto de asistir á la reunión que celebró esta patriótica institución. — [1325, 1416, 1574, 1441]
paragraph: Hace dos años tuvimos el gusto de ver entre nosotros durante unos cuantos días a la notable estudiantina asturiana de este mismo título, que a su capital innumerables simpatías entre los donostiarras. — [545, 1397, 789, 1458]
fare-line: De Pasajes, en primera 0'95 pesetas; en segunda 0'70 y en tercera 0'40. — [1065, 1441, 1309, 1465]
paragraph: El "Observatore Romano", según despachos recibidos de Roma, comentando las declaraciones del conde de Romanones sobre la prórroga de la ley del candado, se expresa en los siguientes términos: "No creemos que el conde de Romanones haya podido expresarse en los términos anunciados." — [545, 865, 789, 950]
paragraph: "Deseoso de mostrarse hombre de su tiempo y probar que la Monarquía española evoluciona con los tiempos nuevos siguiendo los caminos abiertos por la democracia, el rey Alfonso ha sorprendido a todo el mundo convocando a gran "leader" republicano Azcárate." — [1065, 207, 1309, 280]
paragraph: Telegrafían del Ferrol que desde el Semáforo se anunció que frente al puerto luchaba desesperadamente una pequeña embarcación, en peligro de naufragar. — [545, 1812, 789, 1861]
subhead-tuberculosos: PRO TUBERCULOSOS — [286, 1436, 530, 1453]
dateline: Vitoria, 19—10 n. — [1488, 1220, 1574, 1231]
paragraph: Telegrafían de Sevilla que llegó el ministro de Fomento, esperándole en la estación las autoridades, diputados, la Junta de Obras del puerto y el elemento oficial. — [286, 1332, 530, 1381]
paragraph: Al recibir la tarde del jueves, 9 del corriente, la visita de las señoras maestras doña Petra Alzayaga y doña Angela Gonzalez para cambiar impresiones acerca de la próxima sesión de Habilitación, convinimos en celebrar una reunión el domingo 12, en una de las escuelas de niñas. — [805, 439, 1050, 525]
paragraph: Después de los saludos de rigor, el ministro y sus acompañantes se trasladaron en automóviles a visitar las obras de la Corta de Tablada. — [286, 971, 530, 1020]
paragraph: El Fortuna empezó atacando de firme; un tanto de Uranga con un buen shot a puerta y Pelayo lo detiene con facilidad. — [286, 218, 530, 255]
paragraph: Después de los saludos de rigor, el ministro y sus acompañantes se trasladaron en automóviles a visitar las obras de la Corta de Tablada. — [286, 868, 530, 917]
paragraph: Procedente de Pamplona ha llegado a esta población don Guillermo Ibarra. Se halla en Bilbao con dirección a Madrid don Enrique Careaga. — [1065, 638, 1309, 686]
column-rule — [1058, 52, 1059, 2210]
dateline: Madrid, 20, 0,15 m. — [1212, 1596, 1309, 1608]
headline-esperanza: Esperanza F. C.—Avión — [81, 1838, 210, 1854]
paragraph: Ambos sociedades presentaron los equipos ya anunciados, con ligeras modificaciones. Los aficionados presagiaban el triunfo del Fortuna en vista de que el Amaikak se veía privado de sus mejores jugadores. — [286, 258, 530, 318]
paragraph: Hace dos años tuvimos el gusto de ver entre nosotros durante unos cuantos días a la notable estudiantina asturiana de este mismo título, que a su capital innumerables simpatías entre los donostiarras. — [545, 1270, 789, 1331]
dateline: Madrid, 20, 0,15 m. — [432, 803, 530, 814]
headline-victimas: Por las víctimas de Fuenterrabía — [1340, 838, 1558, 898]
paragraph: El día 12 por la tarde me fuí, en compañía de mi amable compañero y compañero don Casimiro del Campo, a San Sebastián, a visitar al señor director de la Caja de Ahorros, y oído el objeto de nuestra visita, dicho señor, atentísimo y deferente, nos indicó la conveniencia de dar forma a nuestra súplica en instancia dirigida al Consejo de Administración de la Caja. — [805, 640, 1050, 750]
paragraph: "Le Courrier de l'Argentine", importante órgano sudamericano de París, publica el siguiente telegrama de su corresponsal en Madrid: "Los rumores de que el rey Alfonso desea visitar la Argentina adquieren consistencia." — [805, 2241, 1050, 2314]
paragraph: Lo mismo que "Música clásica", que tiene que ser un gran acontecimiento artístico y además un rasgo de arte de los más fuertes en favor de los pobres tuberculosos. — [545, 412, 789, 461]
